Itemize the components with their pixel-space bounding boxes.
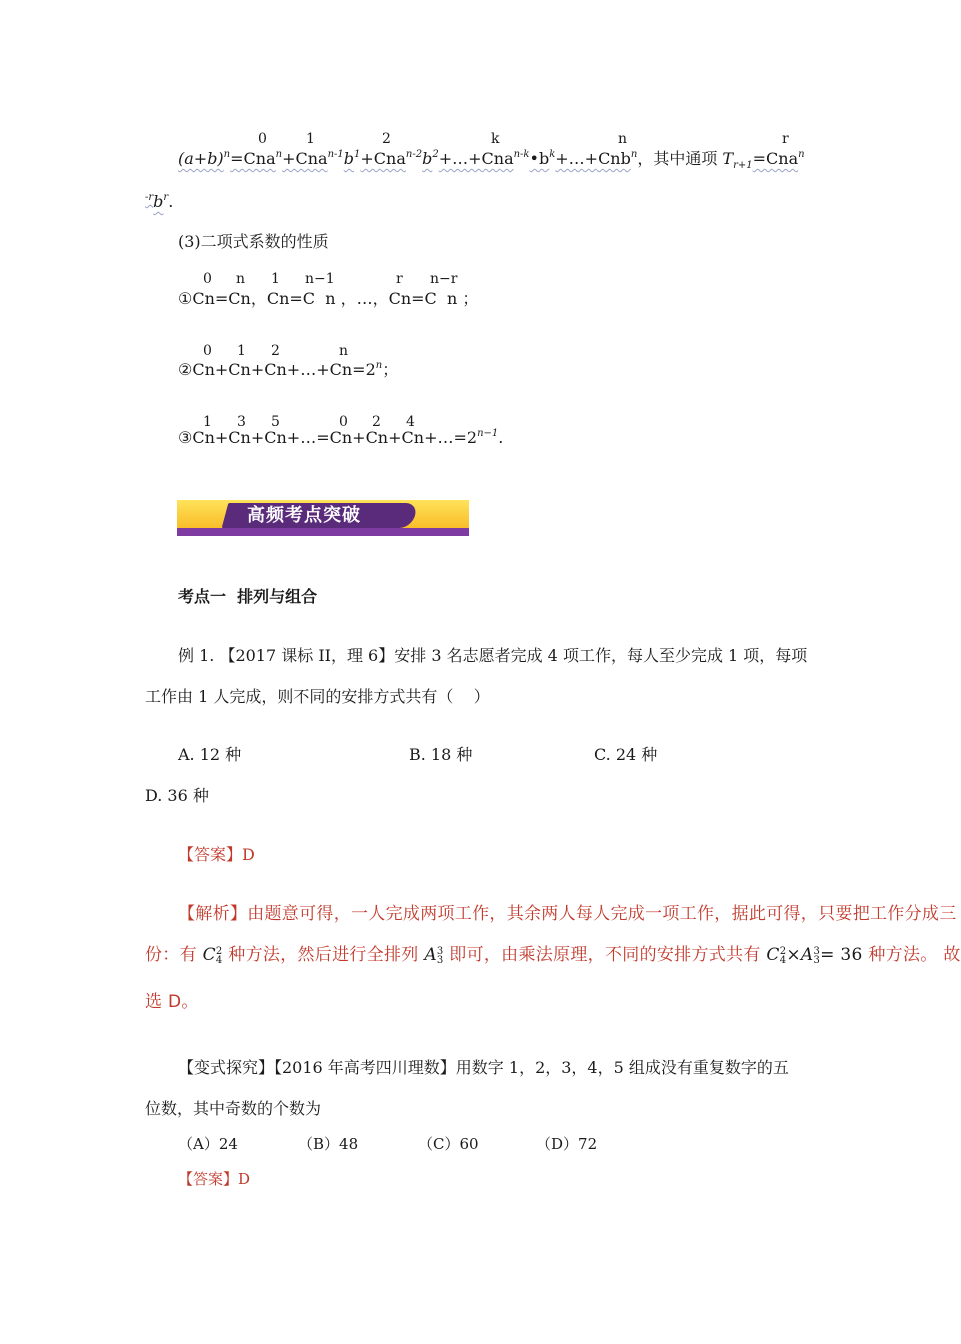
math-sub: 4 xyxy=(779,954,787,966)
solution-label: 【解析】 xyxy=(178,904,248,924)
formula-exp: n xyxy=(275,149,283,160)
comb-superscript: 1 xyxy=(203,414,212,430)
comb-superscript: n xyxy=(236,271,246,287)
property-2-tail: ； xyxy=(382,360,399,379)
property-3 xyxy=(178,428,503,447)
formula-part: b xyxy=(343,149,355,168)
formula-part: =Cna xyxy=(752,149,799,168)
formula-exp: n-2 xyxy=(405,149,423,160)
formula-exp: 1 xyxy=(354,149,361,160)
section-title: 考点一 排列与组合 xyxy=(178,587,318,606)
comb-superscript: k xyxy=(491,131,500,147)
formula-exp: n-k xyxy=(513,149,530,160)
formula-exp: r xyxy=(163,192,169,203)
comb-superscript: 1 xyxy=(306,131,315,147)
math-symbol: A xyxy=(424,945,437,965)
comb-superscript: n−1 xyxy=(305,271,335,287)
example-answer xyxy=(178,842,255,865)
solution-text: 种方法，然后进行全排列 xyxy=(222,945,425,965)
variant-answer-label: 【答案】 xyxy=(178,1170,239,1188)
banner-stripe xyxy=(177,528,469,536)
section-banner xyxy=(177,500,469,536)
solution-text: 即可，由乘法原理，不同的安排方式共有 xyxy=(443,945,767,965)
comb-superscript: 3 xyxy=(237,414,246,430)
banner-label: 高频考点突破 xyxy=(247,505,361,526)
comb-superscript: 0 xyxy=(258,131,267,147)
formula-exp: n xyxy=(798,149,805,160)
comb-superscript: n xyxy=(618,131,628,147)
formula-part: =Cna xyxy=(230,149,276,168)
formula-exp: n-1 xyxy=(327,149,344,160)
math-sub: 3 xyxy=(813,954,821,966)
formula-part: •b xyxy=(529,149,550,168)
property-1: ①Cn=Cn，Cn=C n ，…，Cn=C n ； xyxy=(178,289,479,308)
property-2-exp: n xyxy=(375,360,383,371)
math-a33 xyxy=(424,945,443,965)
comb-superscript: n−r xyxy=(430,271,458,287)
formula-part: +Cna xyxy=(360,149,406,168)
math-sup: 2 xyxy=(779,945,787,957)
formula-exp: n xyxy=(223,149,231,160)
formula-exp: 2 xyxy=(432,149,439,160)
math-sup: 3 xyxy=(436,945,444,957)
formula-part: ，其中通项 xyxy=(637,149,723,168)
math-expression xyxy=(766,945,862,965)
example-line-2: 工作由 1 人完成，则不同的安排方式共有（ ） xyxy=(145,687,490,706)
option-a: A. 12 种 xyxy=(178,745,242,764)
comb-superscript: r xyxy=(396,271,403,287)
variant-option-c: （C）60 xyxy=(418,1135,479,1153)
math-times: × xyxy=(786,945,801,965)
answer-value: D xyxy=(242,845,255,864)
formula-part: . xyxy=(168,192,174,211)
binomial-formula xyxy=(178,146,805,169)
solution-line-1 xyxy=(178,899,957,924)
formula-part: b xyxy=(153,192,164,211)
property-3-text: ③Cn+Cn+Cn+…=Cn+Cn+Cn+…=2 xyxy=(178,428,478,447)
comb-superscript: n xyxy=(339,343,349,359)
formula-exp: k xyxy=(549,149,556,160)
comb-superscript: r xyxy=(782,131,789,147)
formula-continuation xyxy=(145,192,173,211)
property-3-tail: . xyxy=(498,428,504,447)
comb-superscript: 0 xyxy=(203,343,212,359)
solution-line-3: 选 D。 xyxy=(145,992,199,1012)
comb-superscript: 1 xyxy=(271,271,280,287)
formula-part: T xyxy=(722,149,734,168)
variant-answer-value: D xyxy=(238,1170,251,1188)
formula-exp: n xyxy=(630,149,638,160)
solution-text: 由题意可得，一人完成两项工作，其余两人每人完成一项工作，据此可得，只要把工作分成三 xyxy=(247,904,957,924)
formula-part: b xyxy=(422,149,433,168)
example-line-1: 例 1. 【2017 课标 II，理 6】安排 3 名志愿者完成 4 项工作，每人至少完成 1 项，每项 xyxy=(178,646,808,665)
formula-exp: -r xyxy=(145,192,154,203)
math-c42 xyxy=(203,945,223,965)
math-sub: 3 xyxy=(436,954,444,966)
math-sup: 2 xyxy=(215,945,223,957)
variant-option-b: （B）48 xyxy=(298,1135,359,1153)
option-c: C. 24 种 xyxy=(594,745,658,764)
formula-part: +Cna xyxy=(282,149,328,168)
math-sup: 3 xyxy=(813,945,821,957)
comb-superscript: 2 xyxy=(271,343,280,359)
math-symbol: C xyxy=(202,945,216,965)
property-heading: (3)二项式系数的性质 xyxy=(178,232,329,251)
variant-line-1: 【变式探究】【2016 年高考四川理数】用数字 1，2，3，4，5 组成没有重复数字的五 xyxy=(178,1058,789,1077)
math-symbol: C xyxy=(766,945,780,965)
comb-superscript: 0 xyxy=(203,271,212,287)
formula-part: +…+Cnb xyxy=(555,149,631,168)
property-2 xyxy=(178,357,398,380)
solution-text: 种方法。 故 xyxy=(862,945,961,965)
math-sub: 4 xyxy=(215,954,223,966)
variant-answer xyxy=(178,1168,250,1189)
math-result: = 36 xyxy=(820,945,863,965)
variant-option-a: （A）24 xyxy=(178,1135,238,1153)
formula-part: +…+Cna xyxy=(438,149,514,168)
comb-superscript: 2 xyxy=(372,414,381,430)
property-3-exp: n−1 xyxy=(477,428,499,439)
formula-part: (a+b) xyxy=(178,149,224,168)
option-b: B. 18 种 xyxy=(409,745,473,764)
comb-superscript: 4 xyxy=(406,414,415,430)
property-2-text: ②Cn+Cn+Cn+…+Cn=2 xyxy=(178,360,376,379)
formula-sub: r+1 xyxy=(733,160,753,171)
comb-superscript: 0 xyxy=(339,414,348,430)
math-symbol: A xyxy=(800,945,814,965)
variant-line-2: 位数，其中奇数的个数为 xyxy=(145,1099,322,1118)
variant-option-d: （D）72 xyxy=(536,1135,598,1153)
solution-line-2 xyxy=(145,940,961,966)
comb-superscript: 1 xyxy=(237,343,246,359)
answer-label: 【答案】 xyxy=(178,845,243,864)
solution-text: 份：有 xyxy=(145,945,203,965)
comb-superscript: 2 xyxy=(382,131,391,147)
option-d: D. 36 种 xyxy=(145,786,209,805)
comb-superscript: 5 xyxy=(271,414,280,430)
